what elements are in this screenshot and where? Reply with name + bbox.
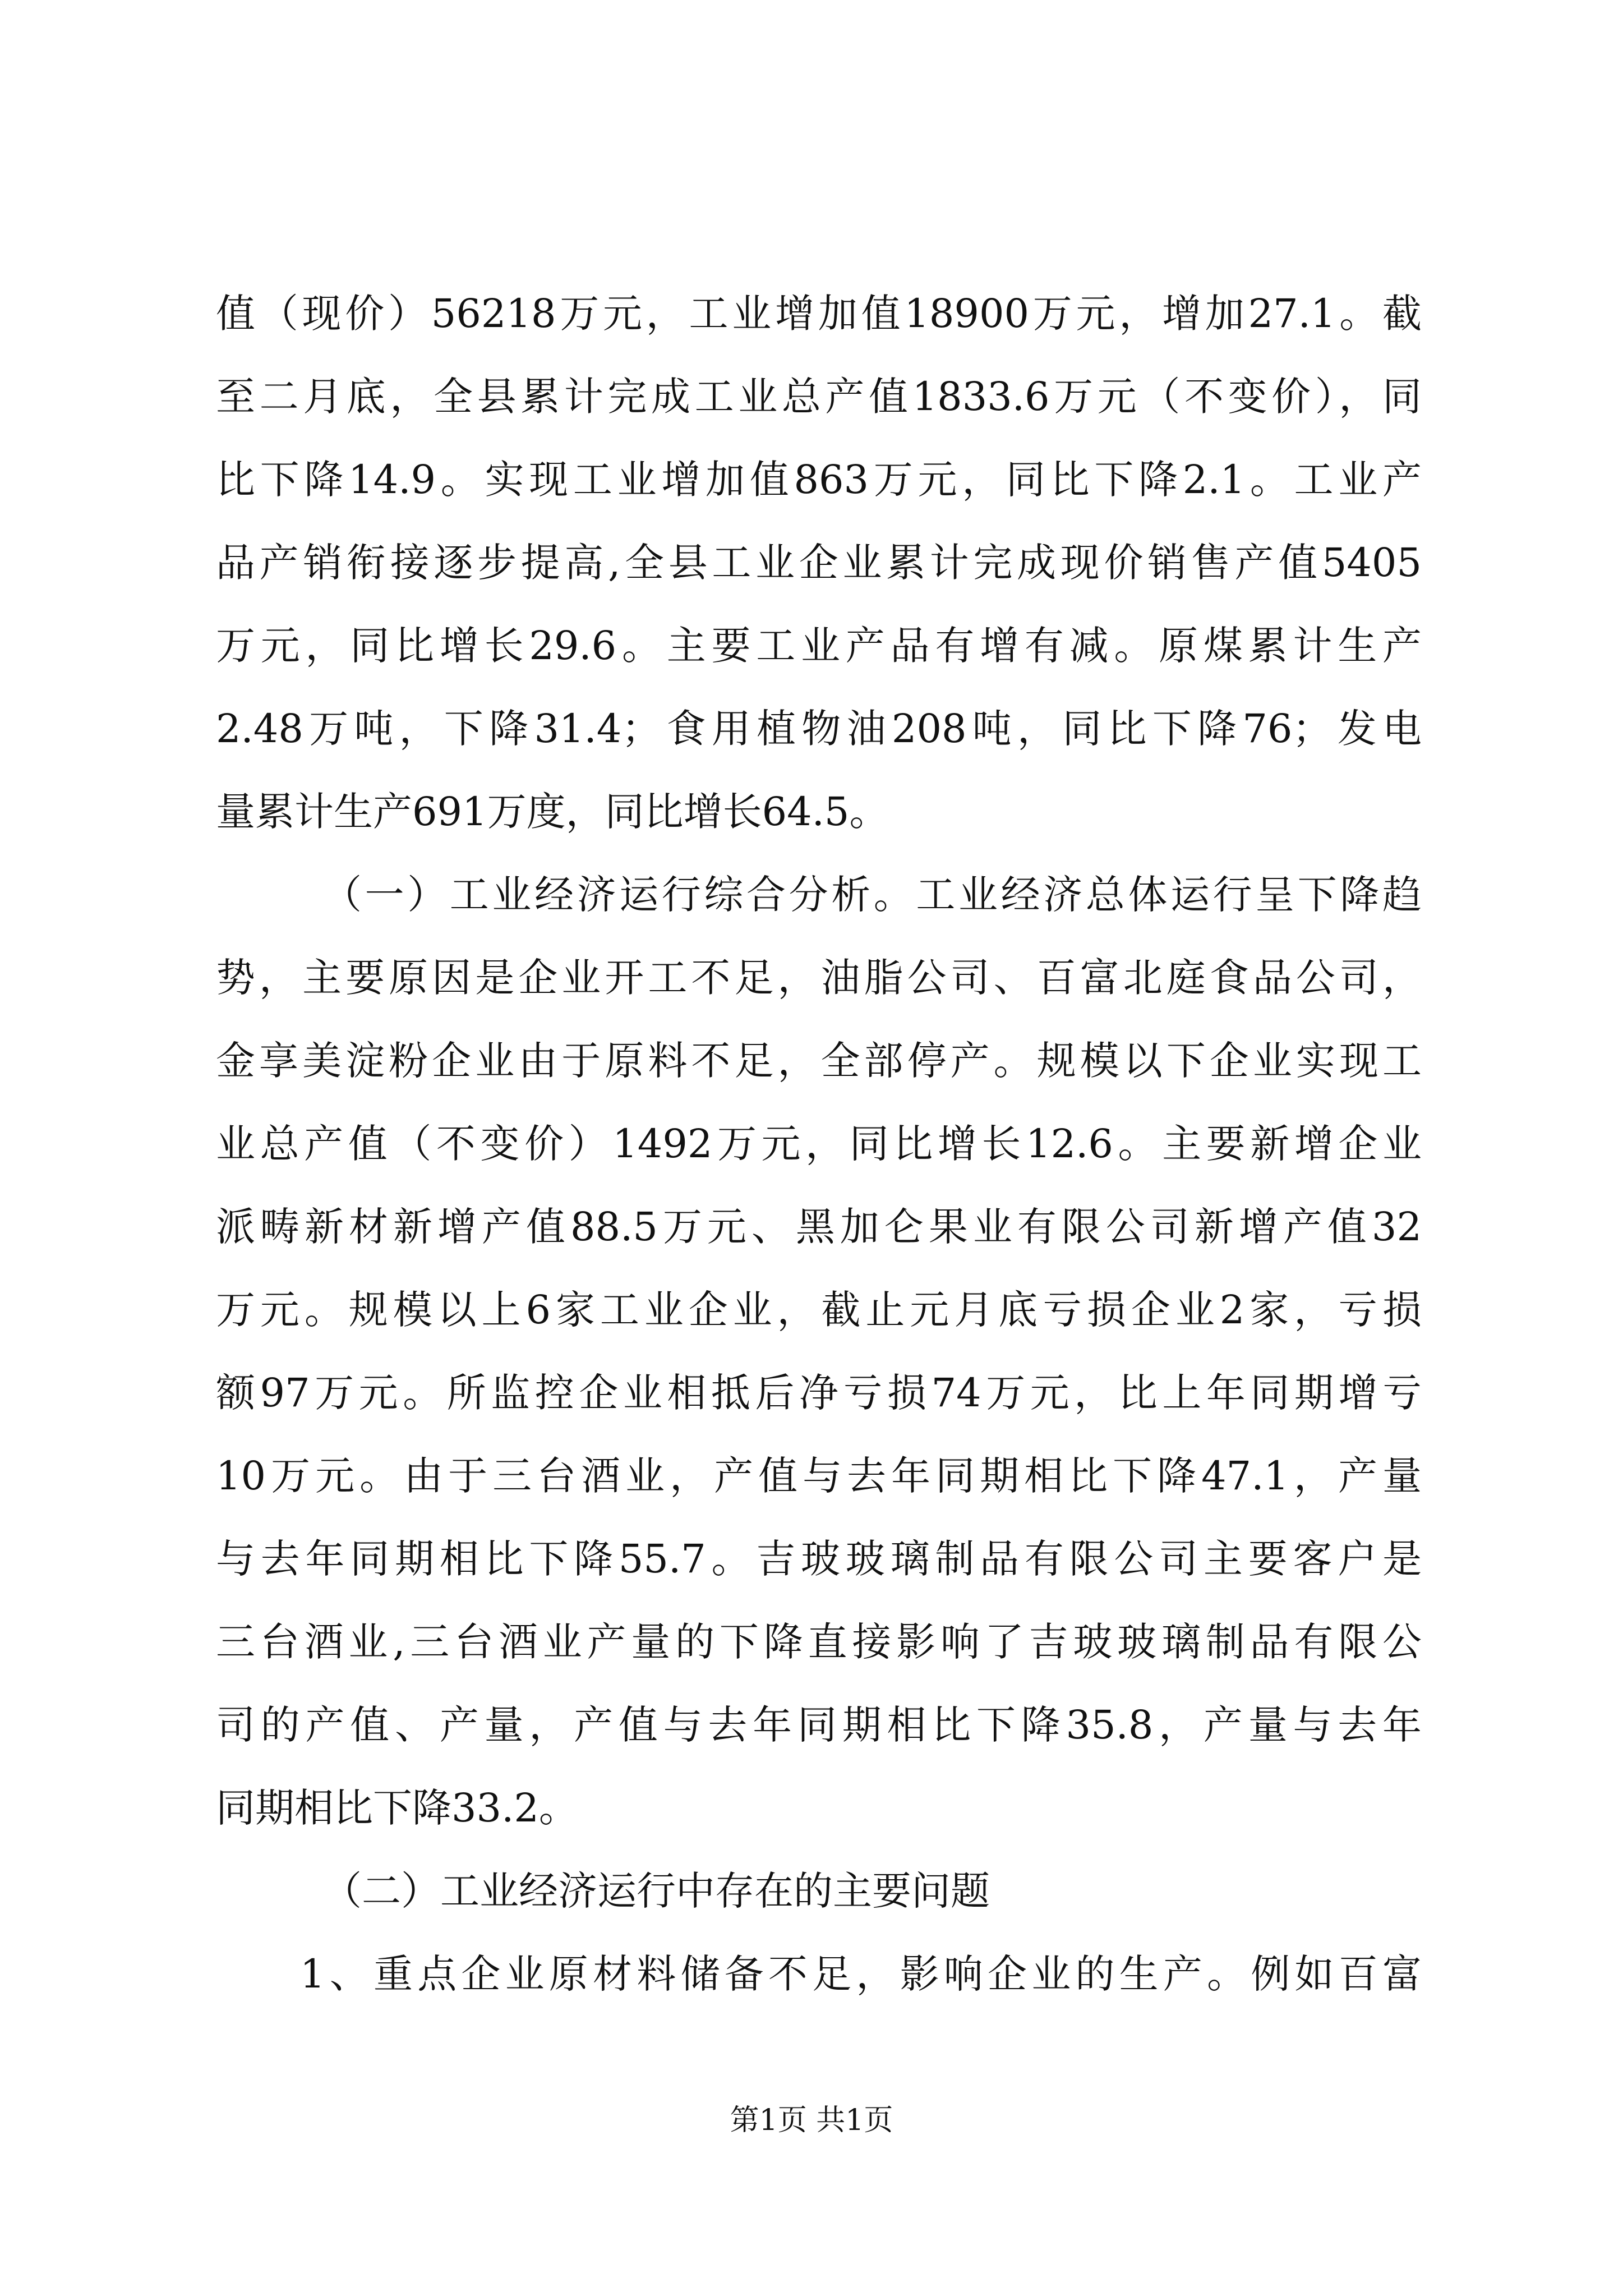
text-line: 同期相比下降33.2。 [216, 1785, 578, 1831]
text-line: 势，主要原因是企业开工不足，油脂公司、百富北庭食品公司， [216, 955, 1422, 1001]
text-line: 10万元。由于三台酒业，产值与去年同期相比下降47.1，产量 [216, 1453, 1422, 1499]
text-line: 金享美淀粉企业由于原料不足，全部停产。规模以下企业实现工 [216, 1038, 1422, 1084]
text-line: 司的产值、产量，产值与去年同期相比下降35.8，产量与去年 [216, 1702, 1422, 1748]
list-item-line: 1、重点企业原材料储备不足，影响企业的生产。例如百富 [300, 1951, 1422, 1997]
text-line: 万元。规模以上6家工业企业，截止元月底亏损企业2家，亏损 [216, 1287, 1422, 1333]
text-line: 与去年同期相比下降55.7。吉玻玻璃制品有限公司主要客户是 [216, 1536, 1422, 1582]
section-heading-line: （一）工业经济运行综合分析。工业经济总体运行呈下降趋 [322, 872, 1422, 918]
section-heading: （二）工业经济运行中存在的主要问题 [322, 1868, 990, 1914]
text-line: 值（现价）56218万元，工业增加值18900万元，增加27.1。截 [216, 291, 1422, 337]
text-line: 额97万元。所监控企业相抵后净亏损74万元，比上年同期增亏 [216, 1370, 1422, 1416]
text-line: 比下降14.9。实现工业增加值863万元，同比下降2.1。工业产 [216, 457, 1422, 503]
text-line: 派畴新材新增产值88.5万元、黑加仑果业有限公司新增产值32 [216, 1204, 1422, 1250]
text-line: 品产销衔接逐步提高,全县工业企业累计完成现价销售产值5405 [216, 540, 1422, 586]
text-line: 业总产值（不变价）1492万元，同比增长12.6。主要新增企业 [216, 1121, 1422, 1167]
document-body [216, 272, 1422, 2016]
text-line: 万元，同比增长29.6。主要工业产品有增有减。原煤累计生产 [216, 623, 1422, 669]
text-line: 至二月底，全县累计完成工业总产值1833.6万元（不变价），同 [216, 374, 1422, 420]
text-line: 三台酒业,三台酒业产量的下降直接影响了吉玻玻璃制品有限公 [216, 1619, 1422, 1665]
page-footer: 第1页 共1页 [730, 2104, 893, 2137]
text-line: 2.48万吨，下降31.4；食用植物油208吨，同比下降76；发电 [216, 706, 1422, 752]
text-line: 量累计生产691万度，同比增长64.5。 [216, 789, 889, 835]
